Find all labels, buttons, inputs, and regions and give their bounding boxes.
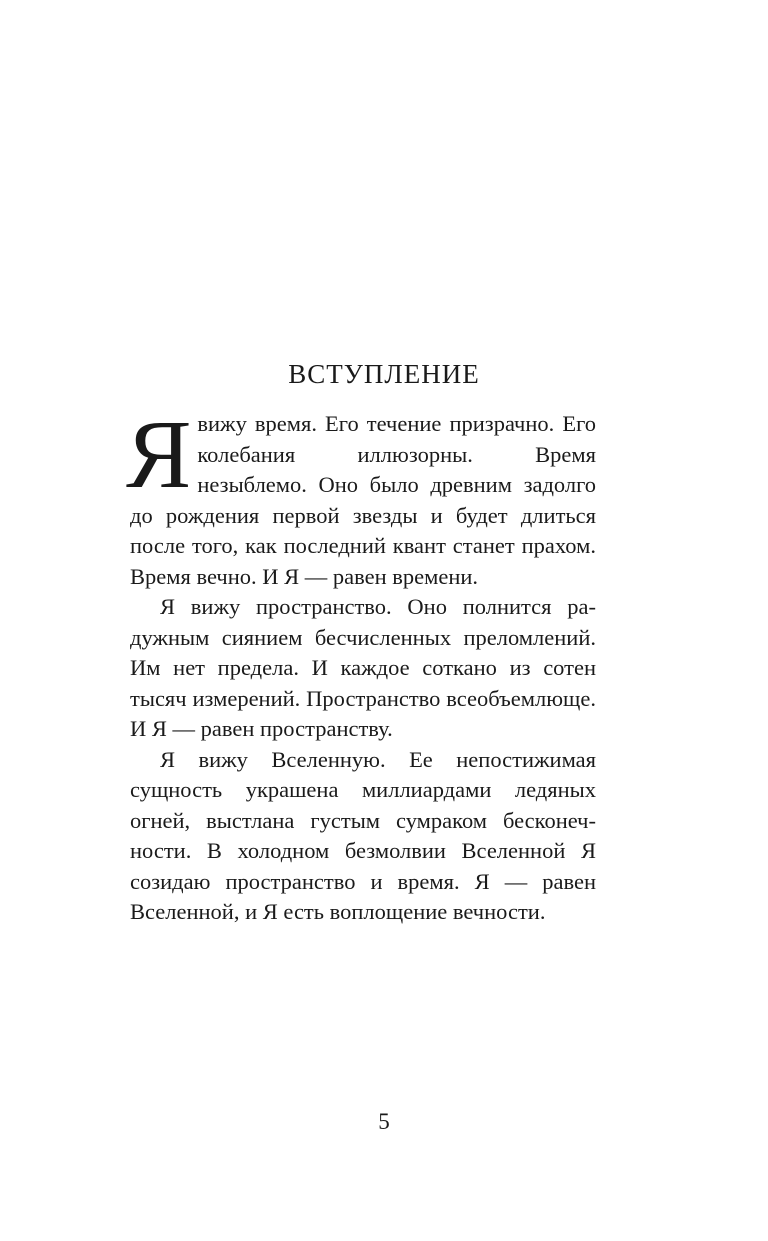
page-number: 5 <box>378 1109 390 1134</box>
chapter-title: ВСТУПЛЕНИЕ <box>288 359 480 389</box>
chapter-text <box>126 401 596 928</box>
paragraph-3: Я вижу Вселенную. Ее непостижимая сущность украшена миллиардами ледяных огней, выстлана густым сумраком бесконечности. В холодном безмолвии Вселенной Я созидаю пространство и время. Я — равен Вселенной, и Я есть воплощение вечности. <box>130 746 596 924</box>
paragraph-2: Я вижу пространство. Оно полнится радужным сиянием бесчисленных преломлений. Им нет предела. И каждое соткано из сотен тысяч измерений. Пространство всеобъемлюще. И Я — равен пространству. <box>130 594 596 741</box>
paragraph-1-text: вижу время. Его течение призрачно. Его колебания иллюзорны. Время незыблемо. Оно было древним задолго до рождения первой звезды и будет длиться после того, как последний квант станет прахом. Время вечно. И Я — равен времени. <box>130 411 596 589</box>
drop-cap: Я <box>126 401 192 509</box>
paragraph-1 <box>126 401 596 592</box>
